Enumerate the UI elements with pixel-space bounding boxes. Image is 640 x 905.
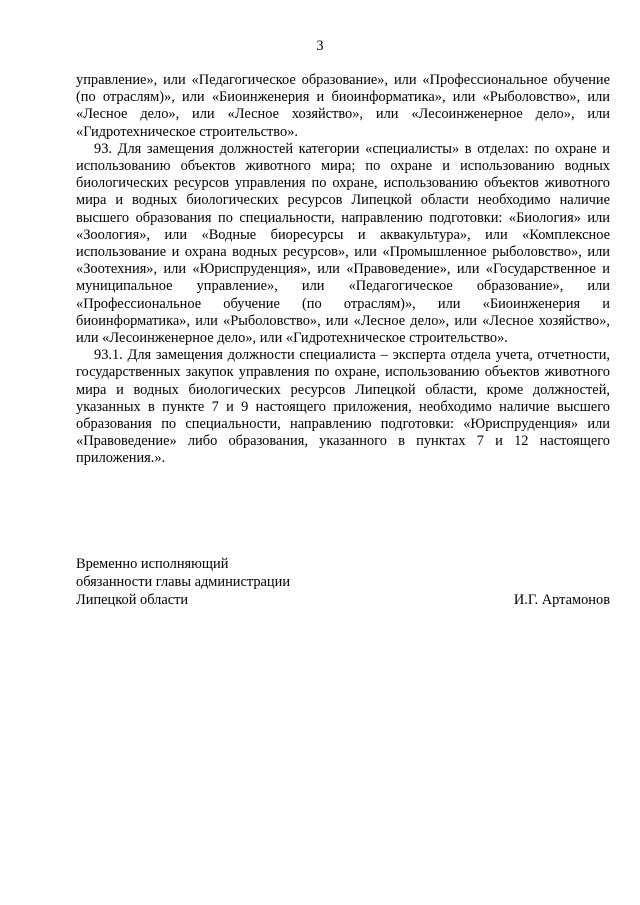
- paragraph-93: 93. Для замещения должностей категории «специалисты» в отделах: по охране и использованию объектов животного мира; по охране и использованию водных биологических ресурсов управления по охране, использованию объектов животного мира и водных биологических ресурсов Липецкой области необходимо наличие высшего образования по специальности, направлению подготовки: «Биология» или «Зоология», или «Водные биоресурсы и аквакультура», или «Комплексное использование и охрана водных ресурсов», или «Промышленное рыболовство», или «Зоотехния», или «Юриспруденция», или «Правоведение», или «Государственное и муниципальное управление», или «Педагогическое образование», или «Профессиональное обучение (по отраслям)», или «Биоинженерия и биоинформатика», или «Рыболовство», или «Лесное дело», или «Лесное хозяйство», или «Лесоинженерное дело», или «Гидротехническое строительство».: [76, 140, 610, 347]
- signer-position-line-3: Липецкой области: [76, 591, 189, 608]
- signer-position-line-2: обязанности главы администрации: [76, 573, 291, 590]
- paragraph-continuation: управление», или «Педагогическое образование», или «Профессиональное обучение (по отраслям)», или «Биоинженерия и биоинформатика», или «Рыболовство», или «Лесное дело», или «Лесное хозяйство», или «Лесоинженерное дело», или «Гидротехническое строительство».: [76, 72, 610, 140]
- document-body: [76, 72, 610, 468]
- paragraph-93-1: 93.1. Для замещения должности специалиста – эксперта отдела учета, отчетности, государственных закупок управления по охране, использованию объектов животного мира и водных биологических ресурсов Липецкой области, кроме должностей, указанных в пункте 7 и 9 настоящего приложения, необходимо наличие высшего образования по специальности, направлению подготовки: «Юриспруденция» или «Правоведение» либо образования, указанного в пунктах 7 и 12 настоящего приложения.».: [76, 347, 610, 467]
- signature-last-row: [76, 592, 610, 610]
- page-number: 3: [316, 38, 324, 54]
- signer-position-line-1: Временно исполняющий: [76, 556, 229, 572]
- signature-block: [76, 556, 610, 609]
- signer-name: И.Г. Артамонов: [513, 591, 610, 608]
